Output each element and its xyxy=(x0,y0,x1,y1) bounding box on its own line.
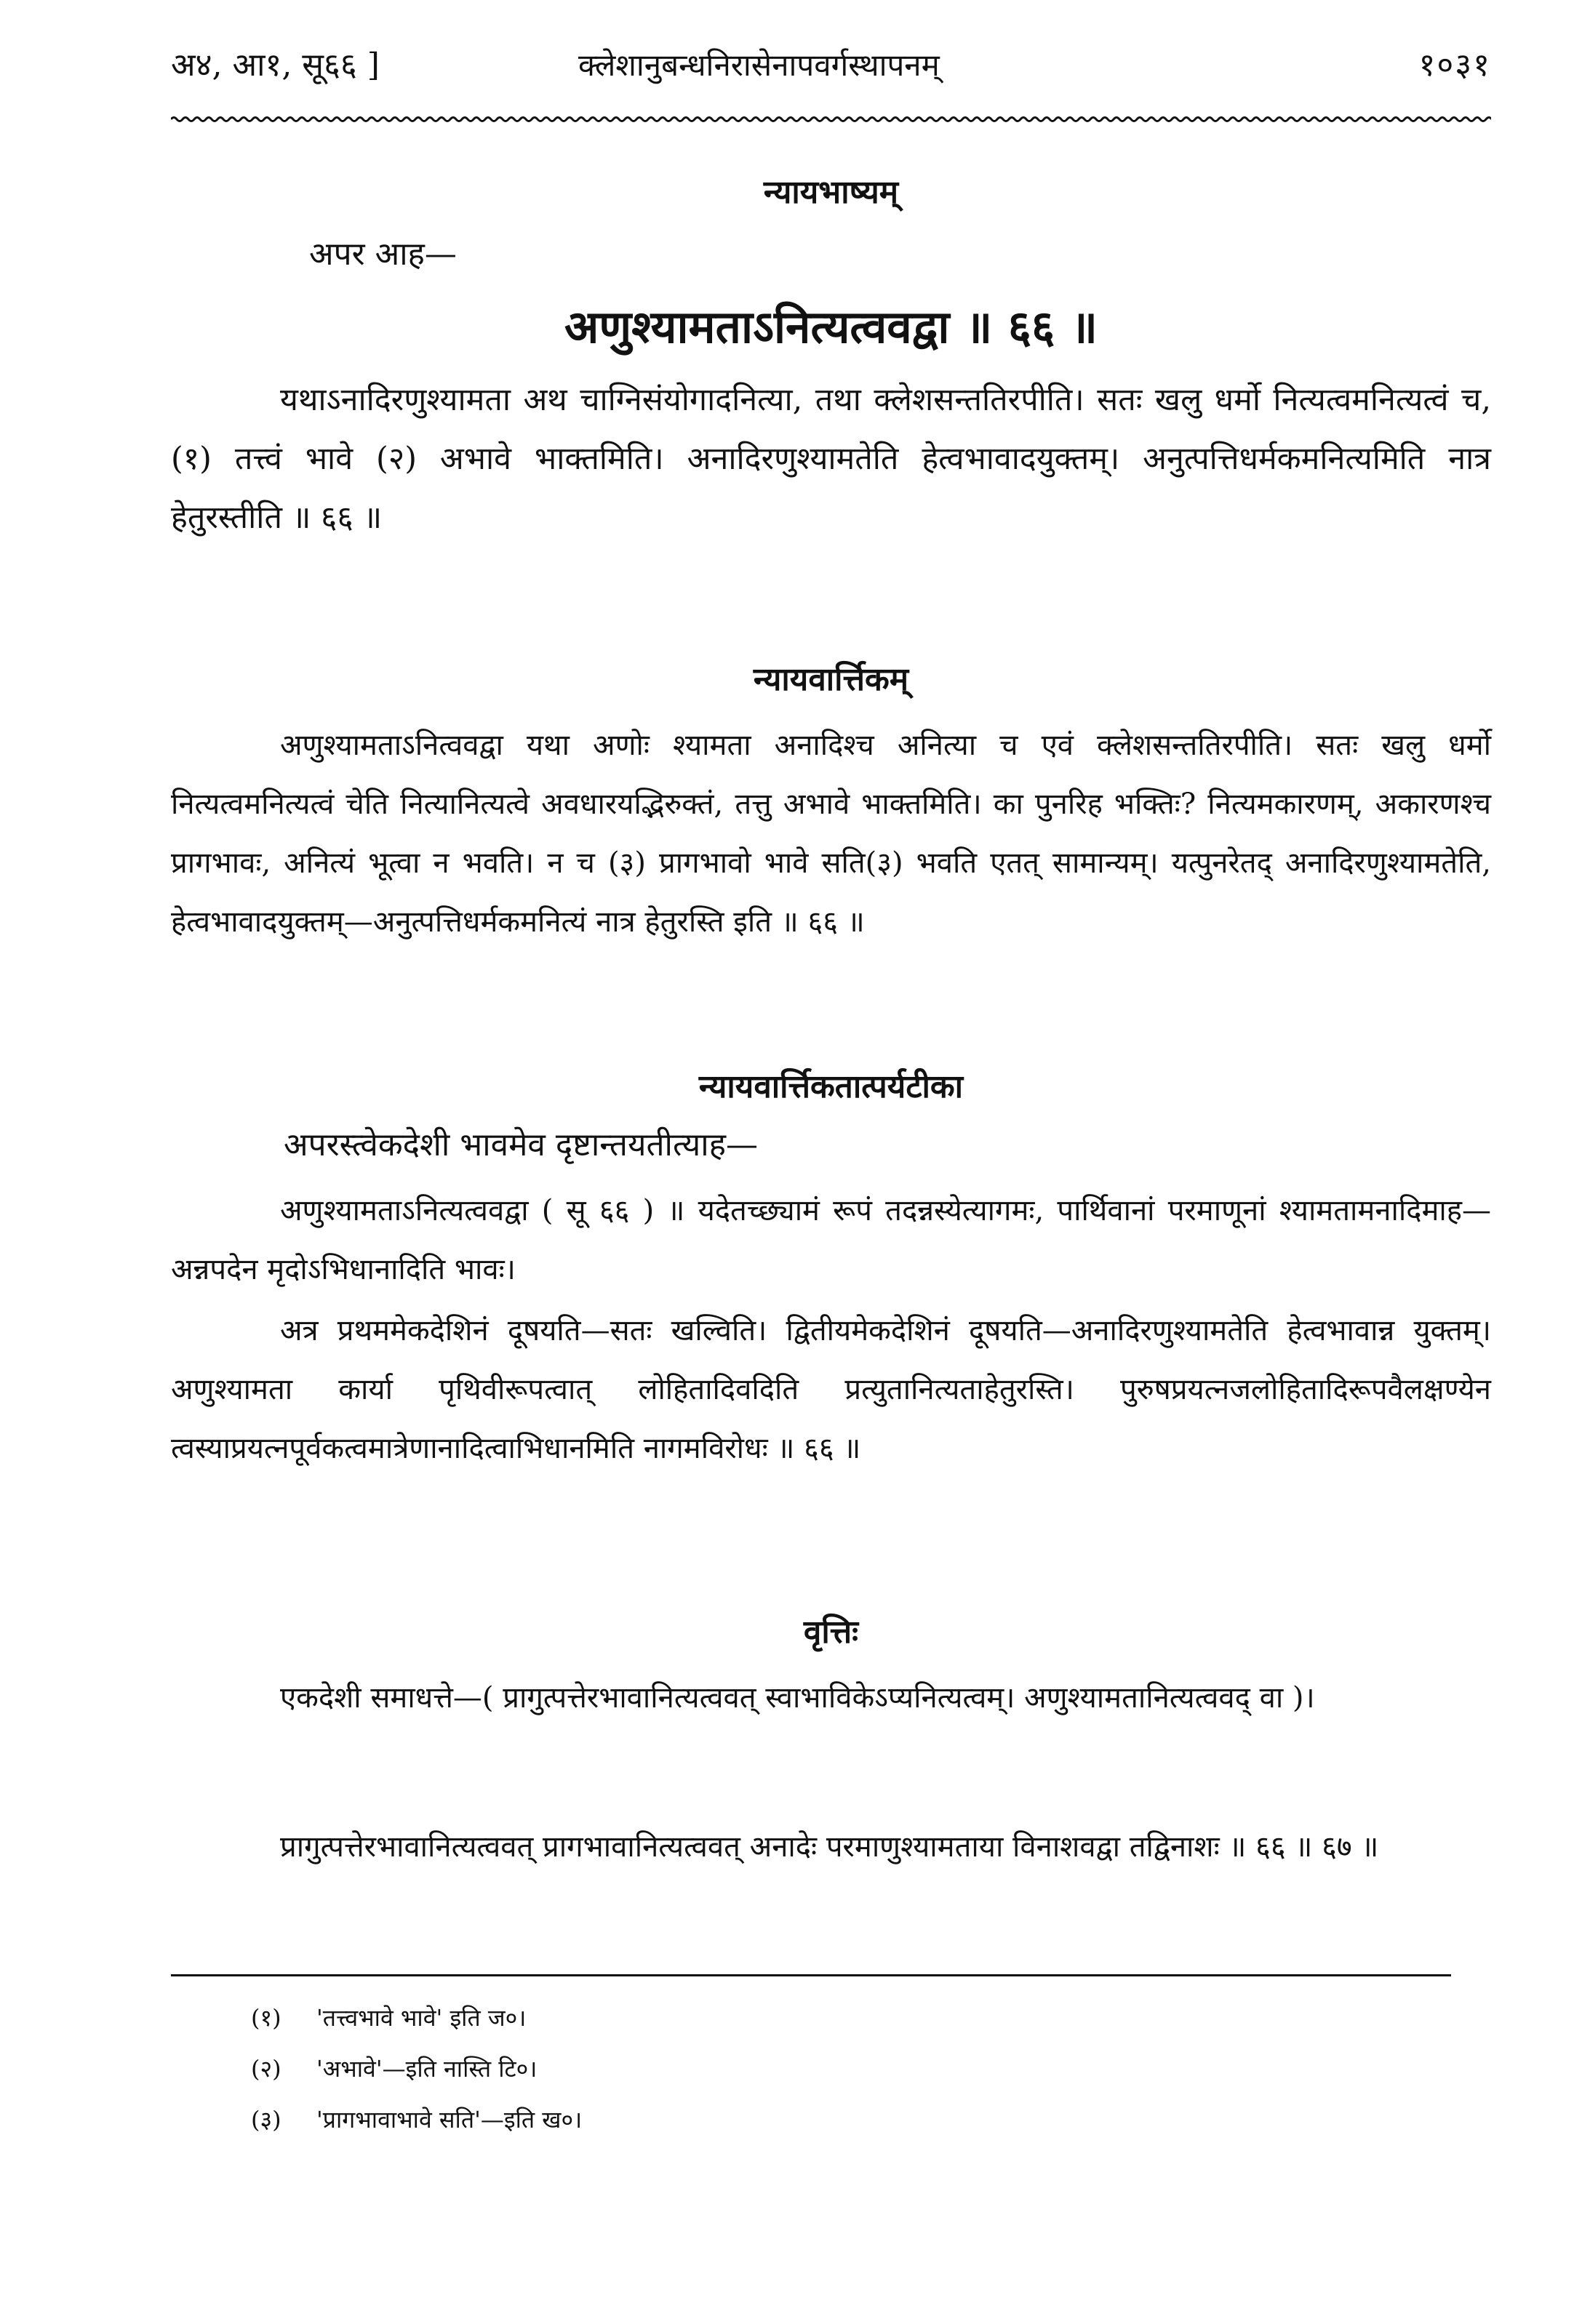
wavy-header-rule xyxy=(171,111,1491,128)
footnote-number: (१) xyxy=(251,2004,281,2032)
bhashya-paragraph: यथाऽनादिरणुश्यामता अथ चाग्निसंयोगादनित्या, तथा क्लेशसन्ततिरपीति। सतः खलु धर्मो नित्यत्वमनित्यत्वं च, (१) तत्त्वं भावे (२) अभावे भाक्तमिति। अनादिरणुश्यामतेति हेत्वभावादयुक्तम्। अनुत्पत्तिधर्मकमनित्यमिति नात्र हेतुरस्तीति ॥ ६६ ॥ xyxy=(171,382,1491,536)
vartika-paragraph: अणुश्यामताऽनित्ववद्वा यथा अणोः श्यामता अनादिश्च अनित्या च एवं क्लेशसन्ततिरपीति। सतः खलु धर्मो नित्यत्वमनित्यत्वं चेति नित्यानित्यत्वे अवधारयद्भिरुक्तं, तत्तु अभावे भाक्तमिति। का पुनरिह भक्तिः? नित्यमकारणम्, अकारणश्च प्रागभावः, अनित्यं भूत्वा न भवति। न च (३) प्रागभावो भावे सति(३) भवति एतत् सामान्यम्। यत्पुनरेतद् अनादिरणुश्यामतेति, हेत्वभावादयुक्तम्—अनुत्पत्तिधर्मकमनित्यं नात्र हेतुरस्ति इति ॥ ६६ ॥ xyxy=(171,729,1491,939)
tika-heading: न्यायवार्त्तिकतात्पर्यटीका xyxy=(698,1068,964,1105)
vritti-paragraph-1: एकदेशी समाधत्ते—( प्रागुत्पत्तेरभावानित्यत्ववत् स्वाभाविकेऽप्यनित्यत्वम्। अणुश्यामतानित्यत्ववद् वा )। xyxy=(280,1681,1315,1715)
running-title: क्लेशानुबन्धनिरासेनापवर्गस्थापनम् xyxy=(578,47,940,83)
vritti-paragraph-2: प्रागुत्पत्तेरभावानित्यत्ववत् प्रागभावानित्यत्ववत् अनादेः परमाणुश्यामताया विनाशवद्वा तद्विनाशः ॥ ६६ ॥ ६७ ॥ xyxy=(280,1830,1379,1864)
footnote-text: 'अभावे'—इति नास्ति टि०। xyxy=(316,2055,538,2083)
footnote-1 xyxy=(251,1996,526,2040)
sutra-text: अणुश्यामताऽनित्यत्ववद्वा ॥ ६६ ॥ xyxy=(564,300,1098,353)
footnote-text: 'तत्त्वभावे भावे' इति ज०। xyxy=(316,2004,527,2032)
footnote-number: (३) xyxy=(251,2106,281,2133)
running-head xyxy=(171,33,1491,98)
vartika-heading: न्यायवार्त्तिकम् xyxy=(753,661,909,698)
footnote-number: (२) xyxy=(251,2055,281,2083)
footnote-text: 'प्रागभावाभावे सति'—इति ख०। xyxy=(316,2106,583,2133)
footnote-2 xyxy=(251,2047,537,2091)
tika-paragraph-2: अत्र प्रथममेकदेशिनं दूषयति—सतः खल्विति। द्वितीयमेकदेशिनं दूषयति—अनादिरणुश्यामतेति हेत्वभावान्न युक्तम्। अणुश्यामता कार्या पृथिवीरूपत्वात् लोहितादिवदिति प्रत्युतानित्यताहेतुरस्ति। पुरुषप्रयत्नजलोहितादिरूपवैलक्षण्येन त्वस्याप्रयत्नपूर्वकत्वमात्रेणानादित्वाभिधानमिति नागमविरोधः ॥ ६६ ॥ xyxy=(171,1314,1491,1465)
page-number: १०३१ xyxy=(1418,47,1491,84)
vritti-heading: वृत्तिः xyxy=(803,1614,859,1651)
bhashya-heading: न्यायभाष्यम् xyxy=(763,174,899,211)
tika-intro: अपरस्त्वेकदेशी भावमेव दृष्टान्तयतीत्याह— xyxy=(284,1126,758,1163)
footnote-rule xyxy=(171,1974,1451,1976)
chapter-reference: अ४, आ१, सू६६ ] xyxy=(171,47,380,84)
footnote-3 xyxy=(251,2098,582,2141)
bhashya-intro: अपर आह— xyxy=(309,236,457,273)
tika-paragraph-1: अणुश्यामताऽनित्यत्ववद्वा ( सू ६६ ) ॥ यदेतच्छ्यामं रूपं तदन्नस्येत्यागमः, पार्थिवानां परमाणूनां श्यामतामनादिमाह—अन्नपदेन मृदोऽभिधानादिति भावः। xyxy=(171,1194,1491,1286)
